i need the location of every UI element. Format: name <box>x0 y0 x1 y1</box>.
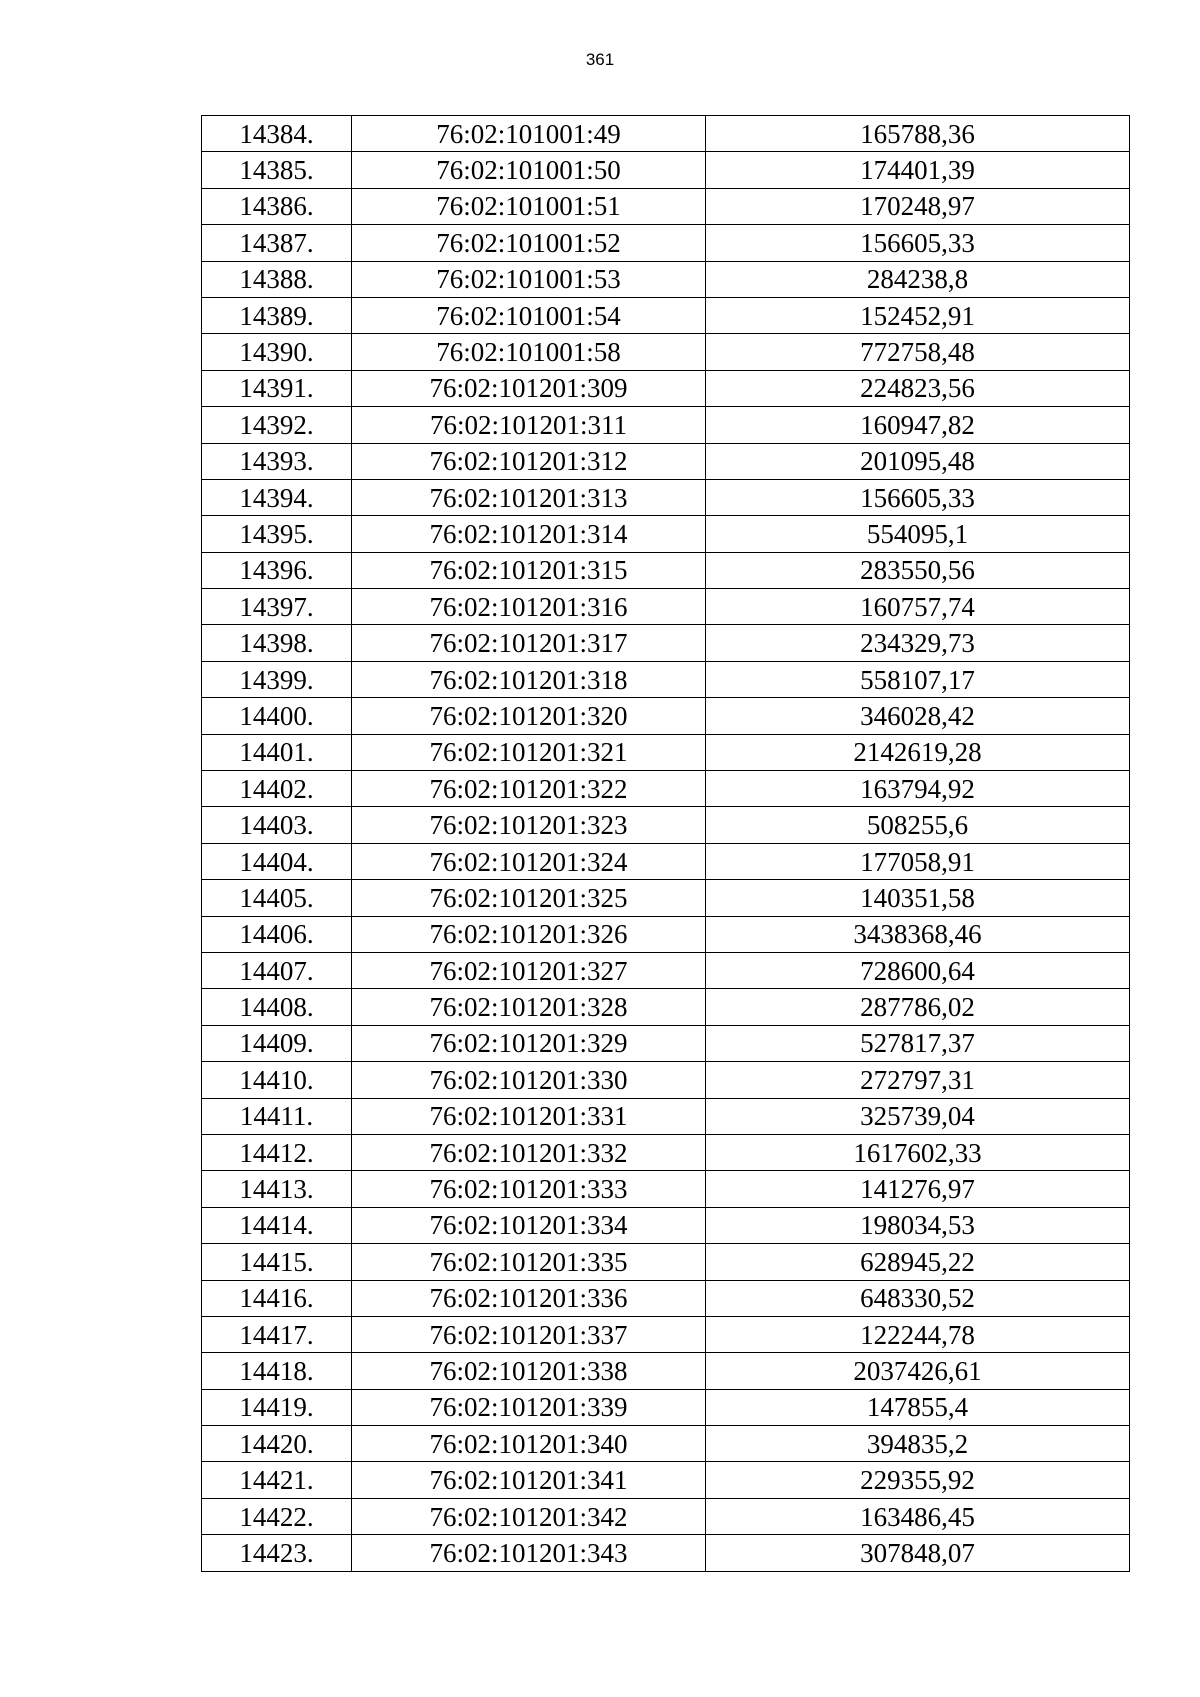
cadastral-number-cell: 76:02:101201:315 <box>352 552 706 588</box>
row-number-cell: 14402. <box>202 771 352 807</box>
table-body <box>202 116 1130 1572</box>
table-row <box>202 1244 1130 1280</box>
table-row <box>202 116 1130 152</box>
row-number-cell: 14395. <box>202 516 352 552</box>
table-row <box>202 1171 1130 1207</box>
cadastral-number-cell: 76:02:101001:58 <box>352 334 706 370</box>
table-row <box>202 479 1130 515</box>
table-row <box>202 661 1130 697</box>
cadastral-number-cell: 76:02:101201:339 <box>352 1389 706 1425</box>
cadastral-number-cell: 76:02:101201:331 <box>352 1098 706 1134</box>
table-row <box>202 1134 1130 1170</box>
table-row <box>202 1316 1130 1352</box>
cadastral-number-cell: 76:02:101001:54 <box>352 297 706 333</box>
cadastral-number-cell: 76:02:101201:340 <box>352 1426 706 1462</box>
cadastral-value-cell: 394835,2 <box>706 1426 1130 1462</box>
table-row <box>202 771 1130 807</box>
table-row <box>202 916 1130 952</box>
table-row <box>202 552 1130 588</box>
cadastral-number-cell: 76:02:101201:342 <box>352 1498 706 1534</box>
cadastral-number-cell: 76:02:101201:330 <box>352 1062 706 1098</box>
cadastral-number-cell: 76:02:101201:337 <box>352 1316 706 1352</box>
cadastral-number-cell: 76:02:101201:321 <box>352 734 706 770</box>
row-number-cell: 14414. <box>202 1207 352 1243</box>
cadastral-number-cell: 76:02:101001:50 <box>352 152 706 188</box>
cadastral-value-cell: 648330,52 <box>706 1280 1130 1316</box>
row-number-cell: 14387. <box>202 225 352 261</box>
cadastral-value-cell: 284238,8 <box>706 261 1130 297</box>
cadastral-value-cell: 2037426,61 <box>706 1353 1130 1389</box>
cadastral-value-cell: 224823,56 <box>706 370 1130 406</box>
table-row <box>202 188 1130 224</box>
row-number-cell: 14415. <box>202 1244 352 1280</box>
table-row <box>202 625 1130 661</box>
table-row <box>202 1353 1130 1389</box>
row-number-cell: 14407. <box>202 952 352 988</box>
row-number-cell: 14408. <box>202 989 352 1025</box>
cadastral-number-cell: 76:02:101201:312 <box>352 443 706 479</box>
table-row <box>202 1426 1130 1462</box>
row-number-cell: 14400. <box>202 698 352 734</box>
cadastral-value-cell: 628945,22 <box>706 1244 1130 1280</box>
cadastral-number-cell: 76:02:101001:49 <box>352 116 706 152</box>
cadastral-value-cell: 554095,1 <box>706 516 1130 552</box>
cadastral-value-cell: 346028,42 <box>706 698 1130 734</box>
table-row <box>202 1280 1130 1316</box>
row-number-cell: 14410. <box>202 1062 352 1098</box>
cadastral-number-cell: 76:02:101201:336 <box>352 1280 706 1316</box>
cadastral-value-cell: 772758,48 <box>706 334 1130 370</box>
table-row <box>202 516 1130 552</box>
row-number-cell: 14405. <box>202 880 352 916</box>
cadastral-number-cell: 76:02:101201:334 <box>352 1207 706 1243</box>
row-number-cell: 14394. <box>202 479 352 515</box>
cadastral-value-cell: 177058,91 <box>706 843 1130 879</box>
cadastral-number-cell: 76:02:101201:328 <box>352 989 706 1025</box>
cadastral-number-cell: 76:02:101201:332 <box>352 1134 706 1170</box>
cadastral-value-cell: 307848,07 <box>706 1535 1130 1571</box>
cadastral-number-cell: 76:02:101201:338 <box>352 1353 706 1389</box>
row-number-cell: 14397. <box>202 589 352 625</box>
table-row <box>202 297 1130 333</box>
cadastral-number-cell: 76:02:101201:325 <box>352 880 706 916</box>
cadastral-value-cell: 160947,82 <box>706 407 1130 443</box>
cadastral-number-cell: 76:02:101201:322 <box>352 771 706 807</box>
row-number-cell: 14421. <box>202 1462 352 1498</box>
row-number-cell: 14396. <box>202 552 352 588</box>
cadastral-value-cell: 174401,39 <box>706 152 1130 188</box>
cadastral-value-cell: 122244,78 <box>706 1316 1130 1352</box>
table-row <box>202 1535 1130 1571</box>
cadastral-number-cell: 76:02:101001:51 <box>352 188 706 224</box>
row-number-cell: 14423. <box>202 1535 352 1571</box>
cadastral-value-cell: 141276,97 <box>706 1171 1130 1207</box>
row-number-cell: 14399. <box>202 661 352 697</box>
cadastral-value-cell: 140351,58 <box>706 880 1130 916</box>
page-number: 361 <box>585 50 615 69</box>
cadastral-number-cell: 76:02:101201:326 <box>352 916 706 952</box>
cadastral-value-cell: 325739,04 <box>706 1098 1130 1134</box>
table-row <box>202 1025 1130 1061</box>
cadastral-number-cell: 76:02:101201:320 <box>352 698 706 734</box>
table-row <box>202 843 1130 879</box>
cadastral-value-cell: 156605,33 <box>706 479 1130 515</box>
table-row <box>202 1462 1130 1498</box>
cadastral-number-cell: 76:02:101201:318 <box>352 661 706 697</box>
table-row <box>202 880 1130 916</box>
table-row <box>202 152 1130 188</box>
cadastral-value-cell: 272797,31 <box>706 1062 1130 1098</box>
row-number-cell: 14419. <box>202 1389 352 1425</box>
cadastral-value-cell: 163794,92 <box>706 771 1130 807</box>
cadastral-value-cell: 728600,64 <box>706 952 1130 988</box>
cadastral-number-cell: 76:02:101201:341 <box>352 1462 706 1498</box>
cadastral-value-cell: 2142619,28 <box>706 734 1130 770</box>
cadastral-number-cell: 76:02:101201:343 <box>352 1535 706 1571</box>
table-row <box>202 952 1130 988</box>
cadastral-number-cell: 76:02:101201:327 <box>352 952 706 988</box>
cadastral-number-cell: 76:02:101001:53 <box>352 261 706 297</box>
table-row <box>202 589 1130 625</box>
table-row <box>202 1062 1130 1098</box>
row-number-cell: 14417. <box>202 1316 352 1352</box>
table-row <box>202 370 1130 406</box>
cadastral-value-cell: 3438368,46 <box>706 916 1130 952</box>
row-number-cell: 14386. <box>202 188 352 224</box>
row-number-cell: 14392. <box>202 407 352 443</box>
cadastral-value-cell: 160757,74 <box>706 589 1130 625</box>
table-row <box>202 443 1130 479</box>
row-number-cell: 14389. <box>202 297 352 333</box>
table-row <box>202 1498 1130 1534</box>
row-number-cell: 14401. <box>202 734 352 770</box>
cadastral-number-cell: 76:02:101201:311 <box>352 407 706 443</box>
cadastral-value-cell: 163486,45 <box>706 1498 1130 1534</box>
cadastral-number-cell: 76:02:101201:333 <box>352 1171 706 1207</box>
row-number-cell: 14398. <box>202 625 352 661</box>
cadastral-number-cell: 76:02:101001:52 <box>352 225 706 261</box>
cadastral-number-cell: 76:02:101201:314 <box>352 516 706 552</box>
row-number-cell: 14403. <box>202 807 352 843</box>
row-number-cell: 14404. <box>202 843 352 879</box>
cadastral-value-cell: 283550,56 <box>706 552 1130 588</box>
cadastral-value-cell: 147855,4 <box>706 1389 1130 1425</box>
table-row <box>202 225 1130 261</box>
cadastral-value-cell: 165788,36 <box>706 116 1130 152</box>
row-number-cell: 14422. <box>202 1498 352 1534</box>
row-number-cell: 14388. <box>202 261 352 297</box>
cadastral-number-cell: 76:02:101201:335 <box>352 1244 706 1280</box>
table-row <box>202 1389 1130 1425</box>
cadastral-number-cell: 76:02:101201:317 <box>352 625 706 661</box>
table-row <box>202 698 1130 734</box>
cadastral-value-cell: 527817,37 <box>706 1025 1130 1061</box>
row-number-cell: 14411. <box>202 1098 352 1134</box>
cadastral-value-cell: 1617602,33 <box>706 1134 1130 1170</box>
cadastral-value-cell: 198034,53 <box>706 1207 1130 1243</box>
row-number-cell: 14384. <box>202 116 352 152</box>
cadastral-value-cell: 558107,17 <box>706 661 1130 697</box>
row-number-cell: 14418. <box>202 1353 352 1389</box>
cadastral-value-cell: 170248,97 <box>706 188 1130 224</box>
row-number-cell: 14393. <box>202 443 352 479</box>
cadastral-value-table <box>201 115 1130 1572</box>
cadastral-number-cell: 76:02:101201:316 <box>352 589 706 625</box>
row-number-cell: 14391. <box>202 370 352 406</box>
row-number-cell: 14420. <box>202 1426 352 1462</box>
table-row <box>202 734 1130 770</box>
cadastral-value-cell: 152452,91 <box>706 297 1130 333</box>
row-number-cell: 14412. <box>202 1134 352 1170</box>
cadastral-value-cell: 508255,6 <box>706 807 1130 843</box>
cadastral-number-cell: 76:02:101201:313 <box>352 479 706 515</box>
table-row <box>202 261 1130 297</box>
cadastral-value-cell: 156605,33 <box>706 225 1130 261</box>
cadastral-number-cell: 76:02:101201:329 <box>352 1025 706 1061</box>
cadastral-value-cell: 234329,73 <box>706 625 1130 661</box>
cadastral-value-cell: 287786,02 <box>706 989 1130 1025</box>
table-row <box>202 807 1130 843</box>
cadastral-number-cell: 76:02:101201:323 <box>352 807 706 843</box>
row-number-cell: 14413. <box>202 1171 352 1207</box>
cadastral-value-cell: 201095,48 <box>706 443 1130 479</box>
table-row <box>202 989 1130 1025</box>
row-number-cell: 14416. <box>202 1280 352 1316</box>
table-row <box>202 407 1130 443</box>
row-number-cell: 14406. <box>202 916 352 952</box>
row-number-cell: 14390. <box>202 334 352 370</box>
cadastral-value-cell: 229355,92 <box>706 1462 1130 1498</box>
table-row <box>202 1207 1130 1243</box>
row-number-cell: 14385. <box>202 152 352 188</box>
table-row <box>202 334 1130 370</box>
row-number-cell: 14409. <box>202 1025 352 1061</box>
cadastral-number-cell: 76:02:101201:324 <box>352 843 706 879</box>
table-row <box>202 1098 1130 1134</box>
cadastral-number-cell: 76:02:101201:309 <box>352 370 706 406</box>
